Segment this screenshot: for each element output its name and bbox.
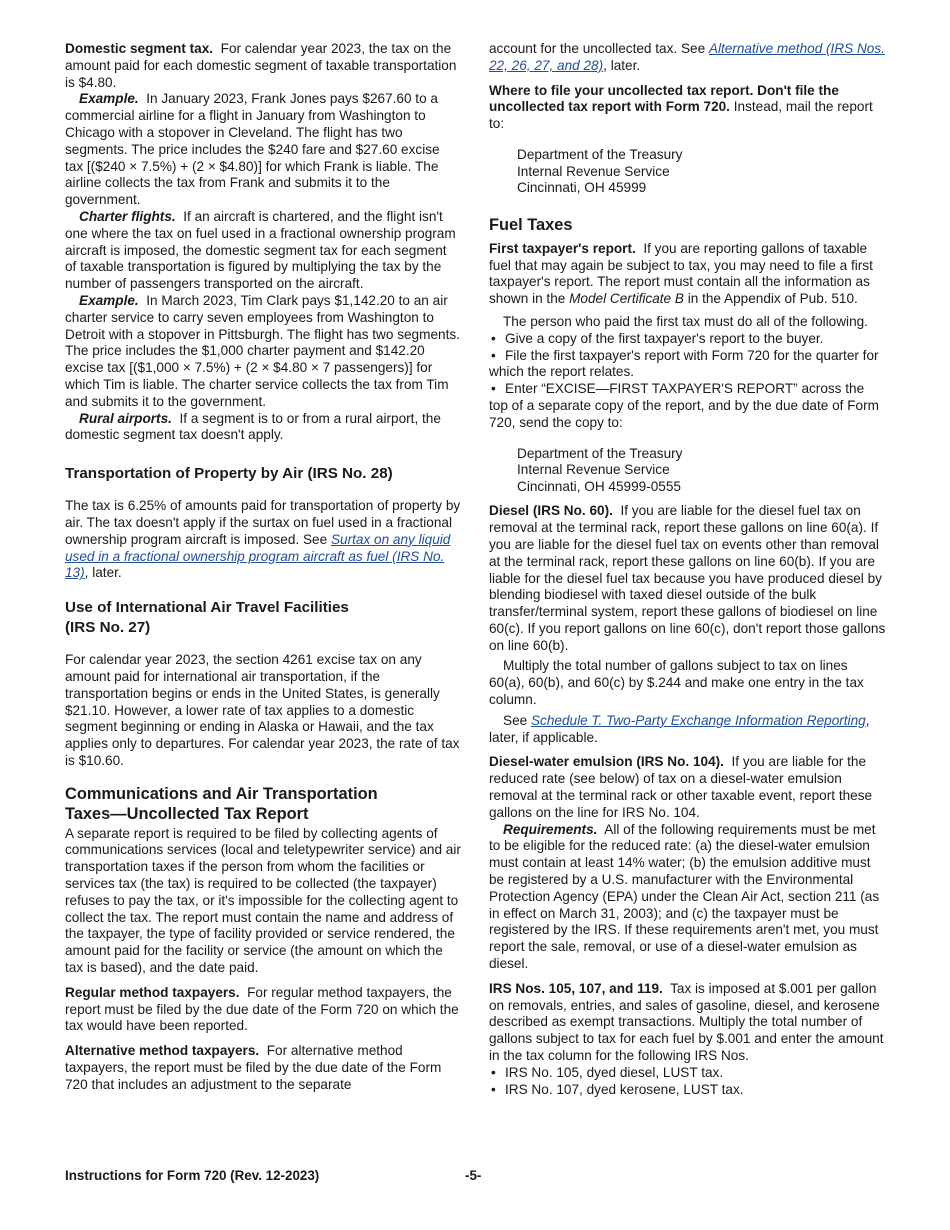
comm-heading-line1: Communications and Air Transportation xyxy=(65,784,378,803)
address2-line: Internal Revenue Service xyxy=(517,462,670,478)
bullet-item: • Give a copy of the first taxpayer's report to the buyer. xyxy=(489,331,886,348)
irs-nos-heading: IRS Nos. 105, 107, and 119. xyxy=(489,980,663,996)
see-text-end: , later, if applicable. xyxy=(489,712,870,745)
surtax-link[interactable]: Surtax on any liquid used in a fractional ownership program aircraft as fuel (IRS No. 13) xyxy=(65,531,451,581)
address2-line: Cincinnati, OH 45999-0555 xyxy=(517,478,681,494)
requirements-text: All of the following requirements must be met to be eligible for the reduced rate: (a) the diesel-water emulsion must contain at least 14% water; (b) the emulsion additive must be registered by a U.S. manufacturer with the Environmental Protection Agency (EPA) under the Clean Air Act, section 211 (as in effect on March 31, 2003); and (c) the taxpayer must be registered by the IRS. If these requirements aren't met, you must report the sale, removal, or use of a diesel-water emulsion as diesel. xyxy=(489,821,880,972)
charter-heading: Charter flights. xyxy=(79,208,176,224)
diesel-water-text: If you are liable for the reduced rate (see below) of tax on a diesel-water emulsion removal at the terminal rack or other taxable event, report these gallons on the line for IRS No. 104. xyxy=(489,754,873,820)
first-taxpayer-text-end: in the Appendix of Pub. 510. xyxy=(683,291,858,307)
first-taxpayer-heading: First taxpayer's report. xyxy=(489,240,636,256)
continuation-text-end: , later. xyxy=(603,57,641,73)
page-footer xyxy=(65,1168,886,1183)
rural-heading: Rural airports. xyxy=(79,410,172,426)
where-to-file-text: Instead, mail the report to: xyxy=(489,99,873,132)
page-number: -5- xyxy=(465,1168,482,1183)
diesel-text: If you are liable for the diesel fuel tax on removal at the terminal rack, report these gallons on line 60(a). If you are liable for the diesel fuel tax on events other than removal at the terminal rack, report these gallons on line 60(b). If you are liable for the diesel fuel tax because you have produced diesel by blending biodiesel with taxed diesel outside of the bulk transfer/terminal system, report these gallons of biodiesel on line 60(c). If you report gallons on line 60(c), don't report those gallons on line 60(b). xyxy=(489,503,886,653)
intl-heading xyxy=(65,598,461,638)
first-taxpayer-paragraph xyxy=(489,241,886,308)
example1-text: In January 2023, Frank Jones pays $267.60 to a commercial airline for a flight in January from Washington to Chicago with a stopover in Cleveland. The flight has two segments. The price includes the $240 fare and $27.60 excise tax [($240 × 7.5%) + (2 × $4.80)] for which Frank is liable. The airline collects the tax from Frank and submits it to the government. xyxy=(65,91,440,208)
address2-line: Department of the Treasury xyxy=(517,445,683,461)
rural-paragraph xyxy=(65,411,461,445)
see-text: See xyxy=(503,712,531,728)
address1-line: Cincinnati, OH 45999 xyxy=(517,180,647,196)
address1-line: Department of the Treasury xyxy=(517,146,683,162)
left-column xyxy=(65,41,461,1094)
diesel-paragraph xyxy=(489,503,886,654)
person-paragraph: The person who paid the first tax must do all of the following. xyxy=(503,313,868,329)
charter-text: If an aircraft is chartered, and the flight isn't one where the tax on fuel used in a fractional ownership program aircraft is imposed, the domestic segment tax for each segment of taxable transportation is figured by multiplying the tax by the number of passengers transported on the aircraft. xyxy=(65,208,456,292)
diesel-heading: Diesel (IRS No. 60). xyxy=(489,503,613,519)
alternative-method-link[interactable]: Alternative method (IRS Nos. 22, 26, 27, and 28) xyxy=(489,41,885,73)
example1-paragraph xyxy=(65,91,461,209)
property-heading: Transportation of Property by Air (IRS No. 28) xyxy=(65,465,393,483)
continuation-paragraph xyxy=(489,41,886,75)
domestic-segment-heading: Domestic segment tax. xyxy=(65,41,214,56)
domestic-segment-text: For calendar year 2023, the tax on the amount paid for each domestic segment of taxable transportation is $4.80. xyxy=(65,41,457,90)
fuel-taxes-heading: Fuel Taxes xyxy=(489,215,573,234)
property-text-end: , later. xyxy=(84,565,122,581)
example2-heading: Example. xyxy=(79,292,139,308)
where-to-file-paragraph xyxy=(489,83,886,133)
comm-heading-line2: Taxes—Uncollected Tax Report xyxy=(65,804,309,823)
model-certificate-text: Model Certificate B xyxy=(569,291,684,307)
diesel-water-paragraph xyxy=(489,754,886,821)
irs-nos-text: Tax is imposed at $.001 per gallon on removals, entries, and sales of gasoline, diesel, and kerosene described as exempt transactions. Multiply the total number of gallons subject to tax for each fuel by $.001 and enter the amount in the tax column for the following IRS Nos. xyxy=(489,980,884,1064)
property-text: The tax is 6.25% of amounts paid for transportation of property by air. The tax doesn't apply if the surtax on fuel used in a fractional ownership program aircraft is imposed. See xyxy=(65,498,461,547)
requirements-heading: Requirements. xyxy=(503,821,598,837)
alt-method-heading: Alternative method taxpayers. xyxy=(65,1043,260,1059)
diesel-water-heading: Diesel-water emulsion (IRS No. 104). xyxy=(489,754,724,770)
bullet-item: • Enter “EXCISE—FIRST TAXPAYER'S REPORT” across the top of a separate copy of the report, and by the due date of Form 720, send the copy to: xyxy=(489,381,886,431)
regular-method-text: For regular method taxpayers, the report must be filed by the due date of the Form 720 on which the tax would have been reported. xyxy=(65,984,459,1034)
example2-text: In March 2023, Tim Clark pays $1,142.20 to an air charter service to carry seven employees from Washington to Detroit with a stopover in Pittsburgh. The flight has two segments. The price includes the $1,000 charter payment and $142.20 excise tax [($1,000 × 7.5%) + (2 × $4.80 × 7 passengers)] for which Tim is liable. The charter service collects the tax from Tim and submits it to the government. xyxy=(65,292,460,409)
continuation-text: account for the uncollected tax. See xyxy=(489,41,709,56)
intl-paragraph: For calendar year 2023, the section 4261 excise tax on any amount paid for international air transportation, if the transportation begins or ends in the United States, is generally $21.10. However, a lower rate of tax applies to a domestic segment beginning or ending in Alaska or Hawaii, and the tax applies only to departures. For calendar year 2023, the rate of tax is $10.60. xyxy=(65,652,460,768)
intl-heading-line2: (IRS No. 27) xyxy=(65,619,151,637)
address1-line: Internal Revenue Service xyxy=(517,163,670,179)
address-block-1 xyxy=(517,147,886,197)
property-paragraph xyxy=(65,498,461,582)
alt-method-text: For alternative method taxpayers, the report must be filed by the due date of the Form 720 that includes an adjustment to the separate xyxy=(65,1043,442,1092)
irs-nos-paragraph xyxy=(489,981,886,1065)
bullet-item: • IRS No. 105, dyed diesel, LUST tax. xyxy=(489,1065,886,1082)
multiply-paragraph: Multiply the total number of gallons subject to tax on lines 60(a), 60(b), and 60(c) by $.244 and make one entry in the tax column. xyxy=(489,658,864,708)
bullet-item: • IRS No. 107, dyed kerosene, LUST tax. xyxy=(489,1082,886,1099)
where-to-file-heading: Where to file your uncollected tax report. Don't file the uncollected tax report with Form 720. xyxy=(489,82,839,115)
comm-paragraph: A separate report is required to be filed by collecting agents of communications services (local and teletypewriter service) and air transportation taxes if the person from whom the facilities or services tax (the tax) is required to be collected (the taxpayer) refuses to pay the tax, or it's impossible for the collecting agent to collect the tax. The report must contain the name and address of the taxpayer, the type of facility provided or service rendered, the amount paid for the facility or service (the amount on which the tax is based), and the date paid. xyxy=(65,825,461,976)
rural-text: If a segment is to or from a rural airport, the domestic segment tax doesn't apply. xyxy=(65,410,441,443)
comm-heading xyxy=(65,784,461,824)
example1-heading: Example. xyxy=(79,91,139,107)
footer-title: Instructions for Form 720 (Rev. 12-2023) xyxy=(65,1168,320,1183)
domestic-segment-paragraph xyxy=(65,41,461,91)
example2-paragraph xyxy=(65,293,461,411)
bullet-item: • File the first taxpayer's report with Form 720 for the quarter for which the report relates. xyxy=(489,348,886,382)
alt-method-paragraph xyxy=(65,1043,461,1093)
schedule-t-link[interactable]: Schedule T. Two-Party Exchange Information Reporting xyxy=(530,712,866,728)
address-block-2 xyxy=(517,446,886,496)
right-column xyxy=(489,41,886,1098)
charter-paragraph xyxy=(65,209,461,293)
requirements-paragraph xyxy=(489,822,886,973)
regular-method-paragraph xyxy=(65,985,461,1035)
first-taxpayer-text: If you are reporting gallons of taxable fuel that may again be subject to tax, you may need to file a first taxpayer's report. The report must contain all the information as shown in the xyxy=(489,240,873,307)
intl-heading-line1: Use of International Air Travel Facilities xyxy=(65,599,349,617)
see-schedule-paragraph xyxy=(489,713,886,747)
regular-method-heading: Regular method taxpayers. xyxy=(65,984,240,1000)
